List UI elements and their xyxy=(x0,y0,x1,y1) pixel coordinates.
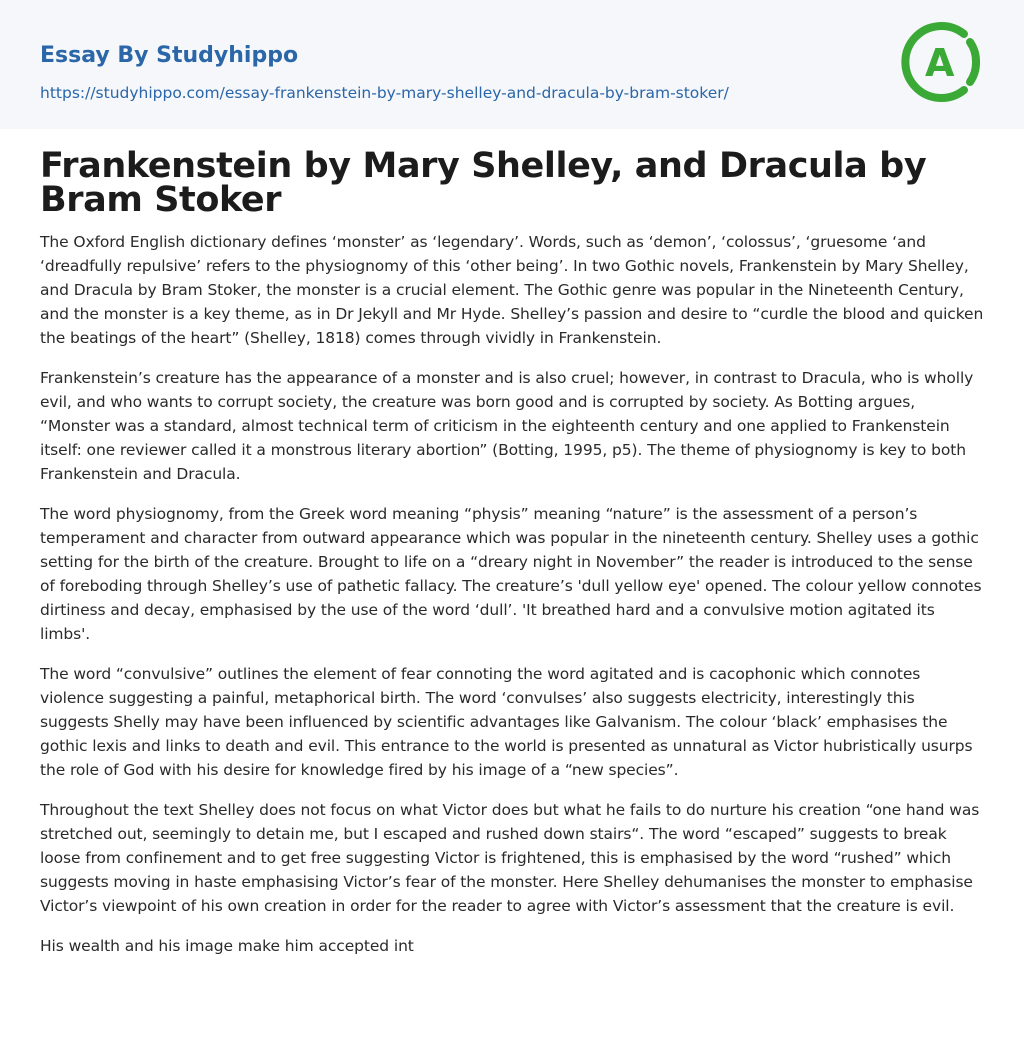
essay-paragraph-1: The Oxford English dictionary defines ‘monster’ as ‘legendary’. Words, such as ‘demon’, ‘colossus’, ‘gruesome ‘and ‘dreadfully repulsive’ refers to the physiognomy of this ‘other being’. In two Gothic novels, Frankenstein by Mary Shelley, and Dracula by Bram Stoker, the monster is a crucial element. The Gothic genre was popular in the Nineteenth Century, and the monster is a key theme, as in Dr Jekyll and Mr Hyde. Shelley’s passion and desire to “curdle the blood and quicken the beatings of the heart” (Shelley, 1818) comes through vividly in Frankenstein. xyxy=(40,233,984,347)
essay-paragraph-2: Frankenstein’s creature has the appearance of a monster and is also cruel; however, in contrast to Dracula, who is wholly evil, and who wants to corrupt society, the creature was born good and is corrupted by society. As Botting argues, “Monster was a standard, almost technical term of criticism in the eighteenth century and one applied to Frankenstein itself: one reviewer called it a monstrous literary abortion” (Botting, 1995, p5). The theme of physiognomy is key to both Frankenstein and Dracula. xyxy=(40,369,974,483)
essay-paragraph-5: Throughout the text Shelley does not focus on what Victor does but what he fails to do nurture his creation “one hand was stretched out, seemingly to detain me, but I escaped and rushed down stairs“. The word “escaped” suggests to break loose from confinement and to get free suggesting Victor is frightened, this is emphasised by the word “rushed” which suggests moving in haste emphasising Victor’s fear of the monster. Here Shelley dehumanises the monster to emphasise Victor’s viewpoint of his own creation in order for the reader to agree with Victor’s assessment that the creature is evil. xyxy=(40,801,980,915)
essay-paragraph-4: The word “convulsive” outlines the element of fear connoting the word agitated and is cacophonic which connotes violence suggesting a painful, metaphorical birth. The word ‘convulses’ also suggests electricity, interestingly this suggests Shelly may have been influenced by scientific advantages like Galvanism. The colour ‘black’ emphasises the gothic lexis and links to death and evil. This entrance to the world is presented as unnatural as Victor hubristically usurps the role of God with his desire for knowledge fired by his image of a “new species”. xyxy=(40,665,973,779)
site-header xyxy=(0,0,1024,129)
essay-paragraph-3: The word physiognomy, from the Greek word meaning “physis” meaning “nature” is the assessment of a person’s temperament and character from outward appearance which was popular in the nineteenth century. Shelley uses a gothic setting for the birth of the creature. Brought to life on a “dreary night in November” the reader is introduced to the sense of foreboding through Shelley’s use of pathetic fallacy. The creature’s 'dull yellow eye' opened. The colour yellow connotes dirtiness and decay, emphasised by the use of the word ‘dull’. 'It breathed hard and a convulsive motion agitated its limbs'. xyxy=(40,505,982,643)
essay-title: Frankenstein by Mary Shelley, and Dracula by Bram Stoker xyxy=(40,146,927,220)
studyhippo-logo-icon[interactable] xyxy=(900,20,984,104)
essay-url-link[interactable]: https://studyhippo.com/essay-frankenstein-by-mary-shelley-and-dracula-by-bram-stoker/ xyxy=(40,84,729,102)
site-title[interactable]: Essay By Studyhippo xyxy=(40,43,299,68)
essay-content xyxy=(0,146,1024,958)
essay-paragraph-6-truncated: His wealth and his image make him accepted int xyxy=(40,937,414,955)
logo-letter: A xyxy=(925,41,955,85)
